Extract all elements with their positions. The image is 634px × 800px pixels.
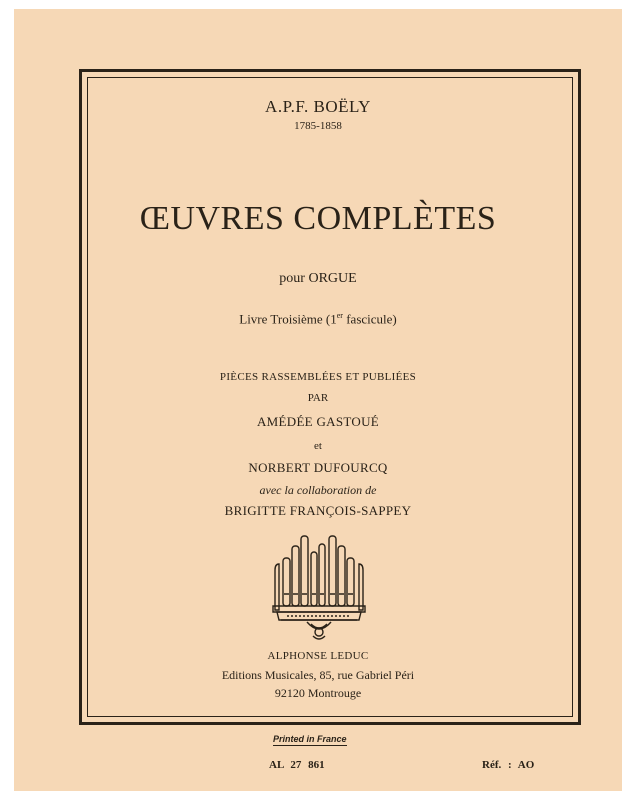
instrument-line: pour ORGUE [279, 271, 357, 286]
cover-page [14, 9, 622, 791]
printed-in-label: Printed in France [273, 734, 347, 744]
reference-code: Réf. : AO [482, 759, 535, 771]
collaborator-name: BRIGITTE FRANÇOIS-SAPPEY [224, 503, 412, 518]
volume-end: fascicule) [342, 311, 397, 327]
credit-intro: PIÈCES RASSEMBLÉES ET PUBLIÉES [219, 371, 417, 383]
composer-dates: 1785-1858 [294, 120, 342, 132]
volume-main: Livre Troisième (1 [239, 311, 337, 327]
catalog-number: AL 27 861 [269, 759, 325, 771]
publisher-name: ALPHONSE LEDUC [267, 650, 369, 662]
composer-name: A.P.F. BOËLY [265, 97, 371, 116]
collaboration-line: avec la collaboration de [259, 483, 377, 497]
page-title: ŒUVRES COMPLÈTES [139, 200, 497, 237]
publisher-address: Editions Musicales, 85, rue Gabriel Péri [221, 668, 415, 682]
editor-name: AMÉDÉE GASTOUÉ [256, 414, 380, 429]
volume-superscript: er [336, 311, 343, 320]
organ-pipes-icon [269, 524, 369, 644]
publisher-city: 92120 Montrouge [274, 686, 362, 700]
editor-name: NORBERT DUFOURCQ [248, 460, 388, 475]
credit-par: PAR [307, 392, 329, 404]
credit-et: et [314, 440, 322, 452]
volume-line [14, 311, 622, 327]
